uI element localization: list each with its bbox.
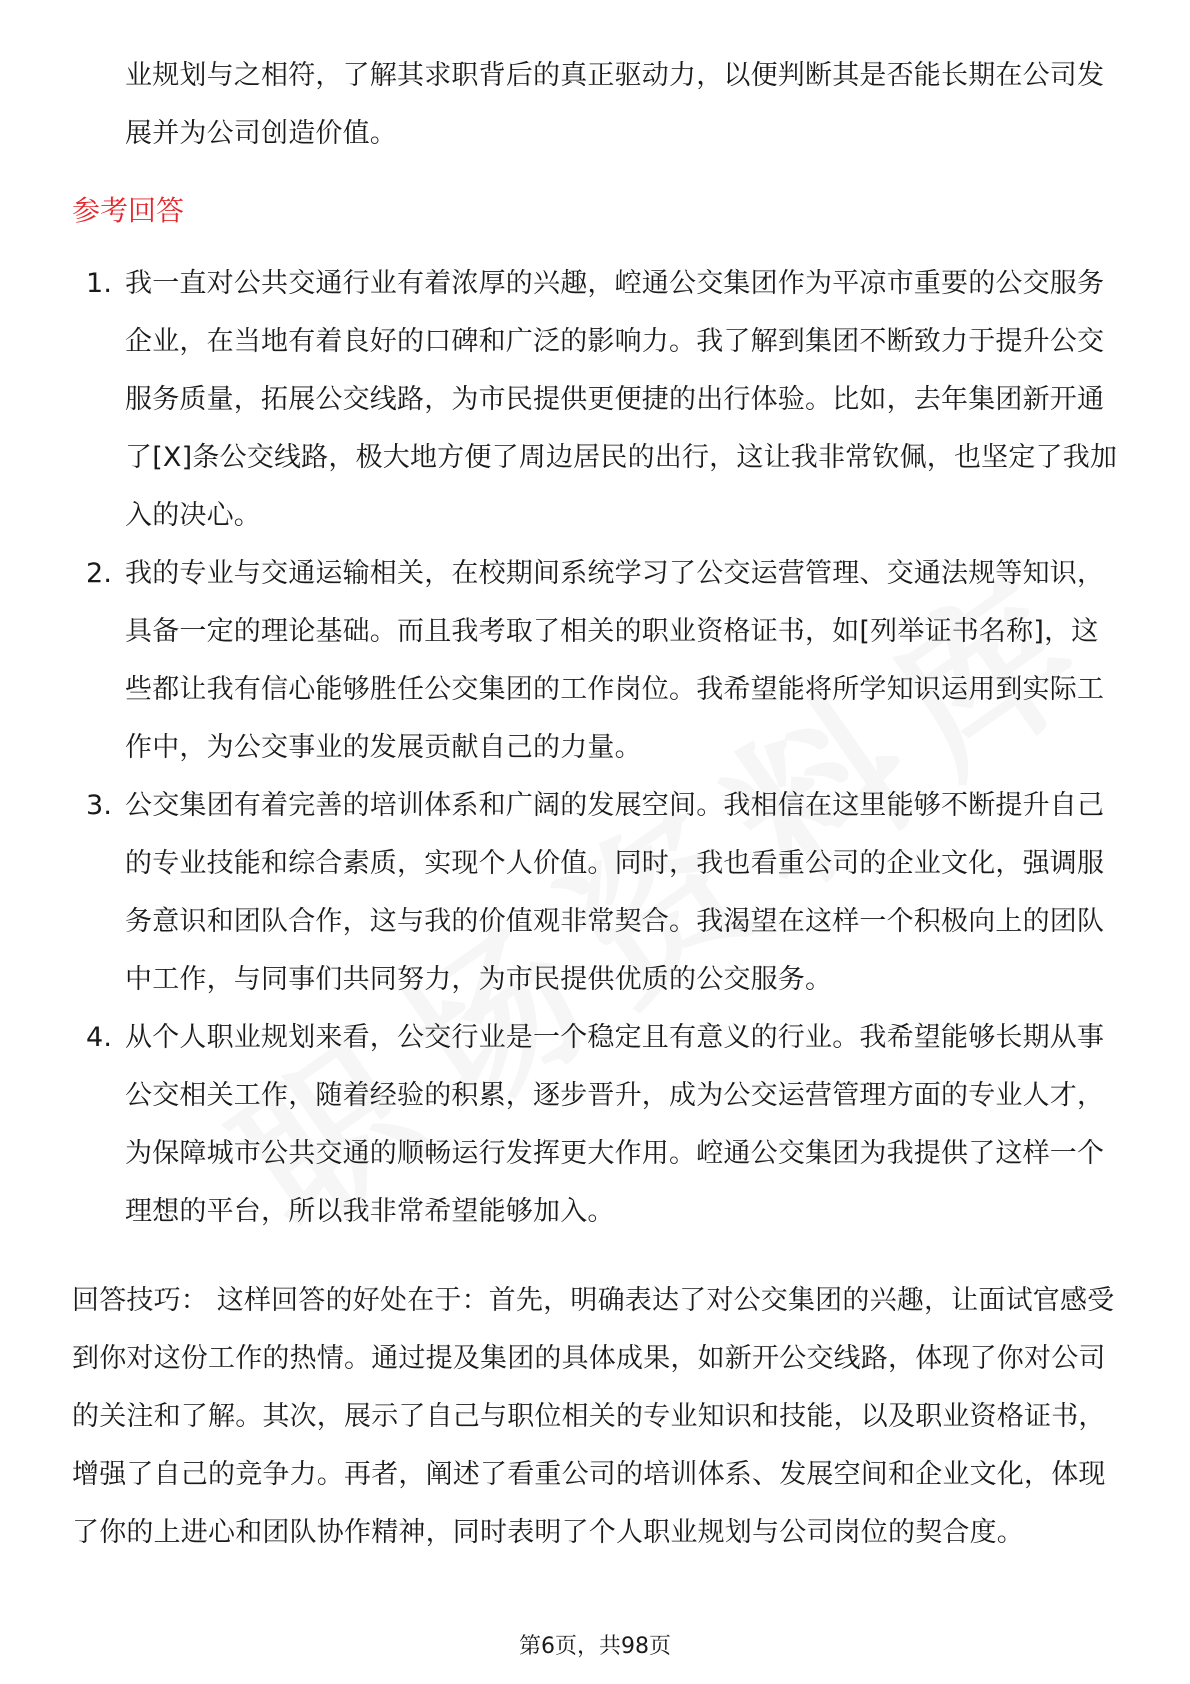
answer-tips-paragraph: 回答技巧： 这样回答的好处在于：首先，明确表达了对公交集团的兴趣，让面试官感受到你对这份工作的热情。通过提及集团的具体成果，如新开公交线路，体现了你对公司的关注和了解。其次，展示了自己与职位相关的专业知识和技能，以及职业资格证书，增强了自己的竞争力。再者，阐述了看重公司的培训体系、发展空间和企业文化，体现了你的上进心和团队协作精神，同时表明了个人职业规划与公司岗位的契合度。: [72, 1285, 1115, 1548]
answer-number: 2.: [86, 558, 113, 589]
reference-answer-heading: 参考回答: [72, 194, 185, 227]
intro-continuation: 业规划与之相符，了解其求职背后的真正驱动力，以便判断其是否能长期在公司发展并为公司创造价值。: [125, 60, 1105, 149]
answer-number: 3.: [86, 790, 113, 821]
answer-item-1: [72, 255, 1122, 545]
answer-item-4: [72, 1009, 1122, 1241]
answer-text: 从个人职业规划来看，公交行业是一个稳定且有意义的行业。我希望能够长期从事公交相关工作，随着经验的积累，逐步晋升，成为公交运营管理方面的专业人才，为保障城市公共交通的顺畅运行发挥更大作用。崆通公交集团为我提供了这样一个理想的平台，所以我非常希望能够加入。: [125, 1022, 1105, 1227]
answer-number: 1.: [86, 268, 113, 299]
answer-text: 我的专业与交通运输相关，在校期间系统学习了公交运营管理、交通法规等知识，具备一定的理论基础。而且我考取了相关的职业资格证书，如[列举证书名称]，这些都让我有信心能够胜任公交集团的工作岗位。我希望能将所学知识运用到实际工作中，为公交事业的发展贡献自己的力量。: [125, 558, 1105, 763]
answer-text: 我一直对公共交通行业有着浓厚的兴趣，崆通公交集团作为平凉市重要的公交服务企业，在当地有着良好的口碑和广泛的影响力。我了解到集团不断致力于提升公交服务质量，拓展公交线路，为市民提供更便捷的出行体验。比如，去年集团新开通了[X]条公交线路，极大地方便了周边居民的出行，这让我非常钦佩，也坚定了我加入的决心。: [125, 268, 1118, 531]
answer-item-2: [72, 545, 1122, 777]
page-footer: 第6页，共98页: [519, 1634, 671, 1659]
answer-list: [72, 255, 1122, 1241]
answer-item-3: [72, 777, 1122, 1009]
answer-number: 4.: [86, 1022, 113, 1053]
answer-text: 公交集团有着完善的培训体系和广阔的发展空间。我相信在这里能够不断提升自己的专业技能和综合素质，实现个人价值。同时，我也看重公司的企业文化，强调服务意识和团队合作，这与我的价值观非常契合。我渴望在这样一个积极向上的团队中工作，与同事们共同努力，为市民提供优质的公交服务。: [125, 790, 1105, 995]
